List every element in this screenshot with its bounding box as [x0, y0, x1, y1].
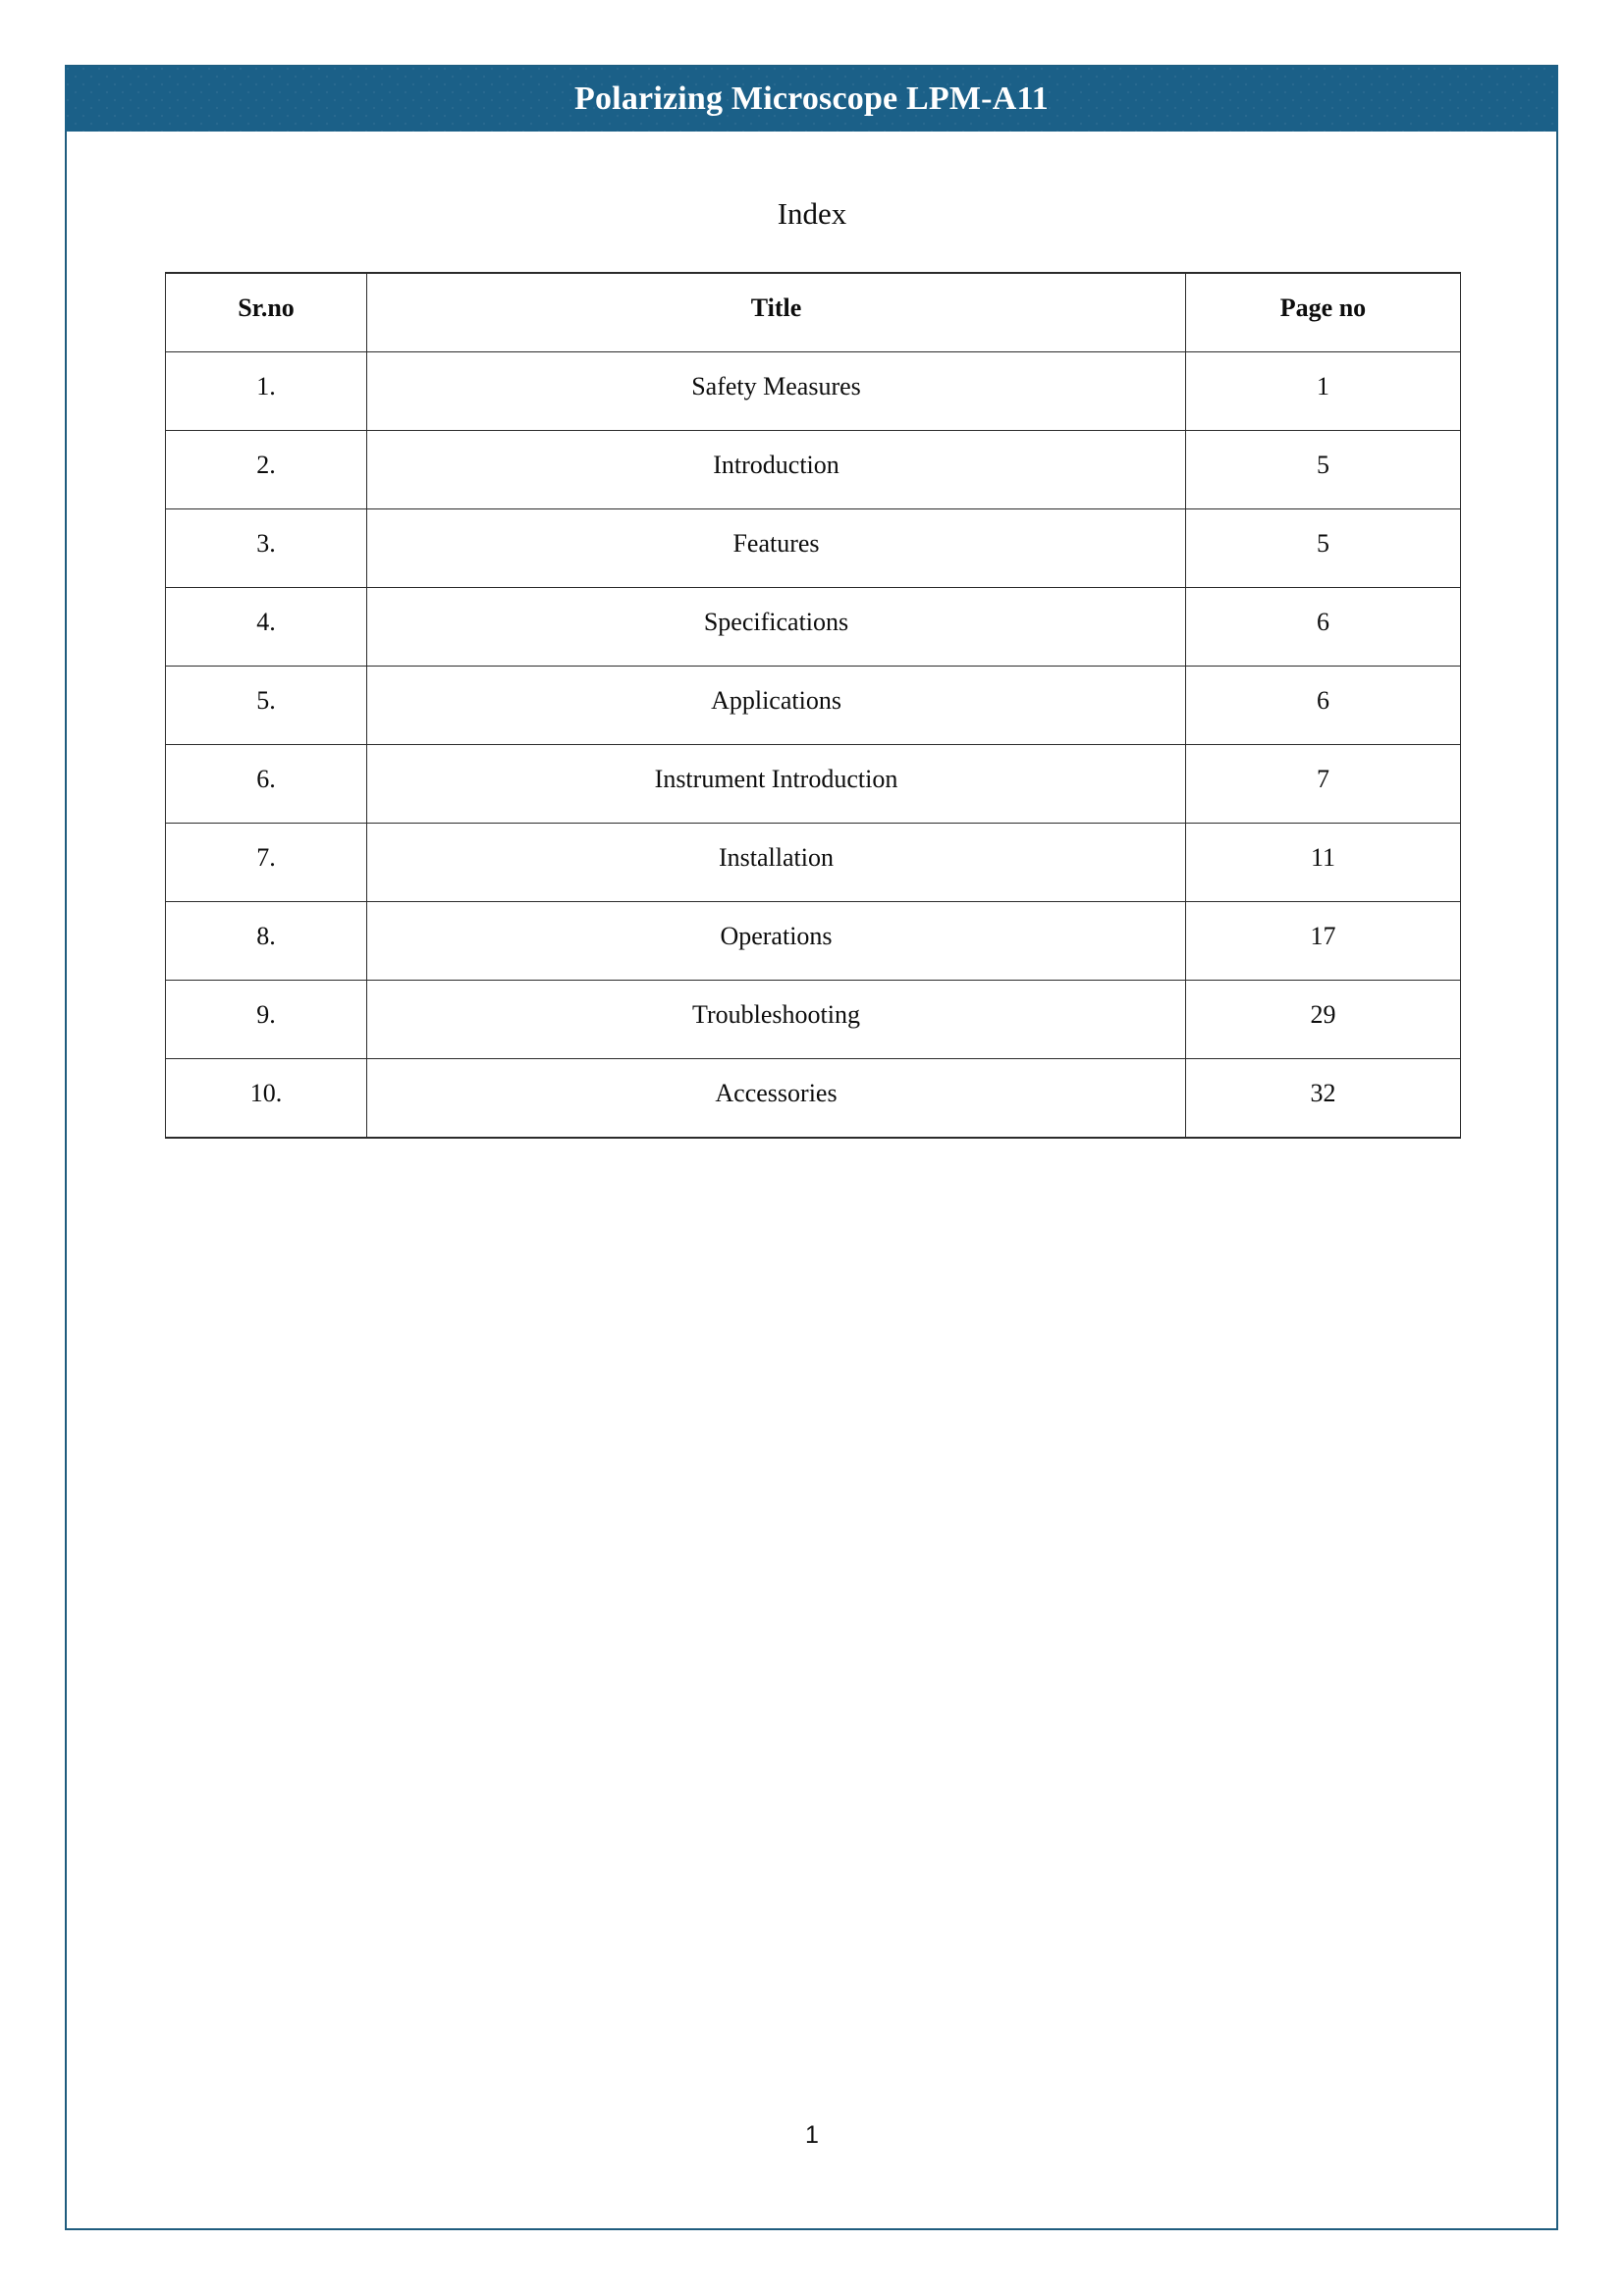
cell-pageno-value: 11: [1310, 843, 1336, 872]
cell-srno: [166, 667, 367, 745]
cell-srno: [166, 824, 367, 902]
document-title: Polarizing Microscope LPM-A11: [574, 80, 1049, 117]
cell-srno-value: 8.: [256, 922, 276, 950]
column-header-srno: [166, 273, 367, 352]
cell-pageno-value: 1: [1317, 372, 1329, 400]
cell-srno-value: 7.: [256, 843, 276, 872]
table-row: [166, 667, 1461, 745]
table-row: [166, 824, 1461, 902]
index-table-container: [165, 272, 1460, 1139]
cell-srno: [166, 431, 367, 509]
cell-title-value: Introduction: [713, 451, 839, 479]
cell-title: [367, 745, 1186, 824]
table-row: [166, 588, 1461, 667]
table-row: [166, 981, 1461, 1059]
cell-title-value: Specifications: [703, 608, 849, 636]
table-row: [166, 745, 1461, 824]
cell-title-value: Safety Measures: [691, 372, 861, 400]
cell-srno: [166, 902, 367, 981]
cell-title: [367, 981, 1186, 1059]
cell-title: [367, 431, 1186, 509]
column-header-title-label: Title: [750, 294, 802, 322]
cell-title-value: Installation: [719, 843, 834, 872]
cell-title: [367, 824, 1186, 902]
table-row: [166, 431, 1461, 509]
cell-pageno: [1186, 981, 1461, 1059]
cell-srno-value: 9.: [256, 1000, 276, 1029]
index-section-heading: Index: [777, 196, 847, 231]
cell-pageno: [1186, 588, 1461, 667]
cell-pageno-value: 5: [1317, 529, 1329, 558]
cell-title-value: Accessories: [715, 1079, 838, 1107]
footer-page-number: 1: [805, 2121, 819, 2149]
cell-srno-value: 3.: [256, 529, 276, 558]
cell-title: [367, 588, 1186, 667]
cell-title-value: Features: [732, 529, 820, 558]
cell-pageno: [1186, 902, 1461, 981]
cell-pageno: [1186, 1059, 1461, 1139]
cell-srno-value: 6.: [256, 765, 276, 793]
cell-pageno: [1186, 667, 1461, 745]
table-row: [166, 509, 1461, 588]
cell-pageno: [1186, 352, 1461, 431]
cell-srno-value: 2.: [256, 451, 276, 479]
cell-srno: [166, 588, 367, 667]
cell-srno: [166, 745, 367, 824]
cell-srno: [166, 352, 367, 431]
cell-title-value: Instrument Introduction: [654, 765, 898, 793]
cell-srno: [166, 981, 367, 1059]
column-header-pageno: [1186, 273, 1461, 352]
cell-srno-value: 5.: [256, 686, 276, 715]
cell-title-value: Applications: [711, 686, 841, 715]
table-header-row: [166, 273, 1461, 352]
index-table: [165, 272, 1461, 1139]
column-header-srno-label: Sr.no: [238, 294, 295, 322]
cell-srno-value: 4.: [256, 608, 276, 636]
cell-title-value: Operations: [720, 922, 833, 950]
cell-pageno-value: 32: [1310, 1079, 1336, 1107]
table-row: [166, 352, 1461, 431]
cell-title: [367, 352, 1186, 431]
cell-srno: [166, 1059, 367, 1139]
cell-pageno: [1186, 745, 1461, 824]
cell-pageno-value: 6: [1317, 686, 1329, 715]
cell-srno-value: 10.: [249, 1079, 283, 1107]
cell-title: [367, 509, 1186, 588]
cell-srno: [166, 509, 367, 588]
cell-pageno: [1186, 431, 1461, 509]
cell-title: [367, 1059, 1186, 1139]
column-header-title: [367, 273, 1186, 352]
cell-title: [367, 902, 1186, 981]
cell-pageno-value: 7: [1317, 765, 1329, 793]
table-row: [166, 1059, 1461, 1139]
document-header-banner: [65, 66, 1558, 132]
cell-pageno: [1186, 824, 1461, 902]
cell-pageno-value: 6: [1317, 608, 1329, 636]
column-header-pageno-label: Page no: [1279, 294, 1367, 322]
cell-title: [367, 667, 1186, 745]
cell-srno-value: 1.: [256, 372, 276, 400]
cell-title-value: Troubleshooting: [692, 1000, 860, 1029]
table-row: [166, 902, 1461, 981]
cell-pageno-value: 29: [1310, 1000, 1336, 1029]
cell-pageno: [1186, 509, 1461, 588]
cell-pageno-value: 17: [1310, 922, 1336, 950]
cell-pageno-value: 5: [1317, 451, 1329, 479]
